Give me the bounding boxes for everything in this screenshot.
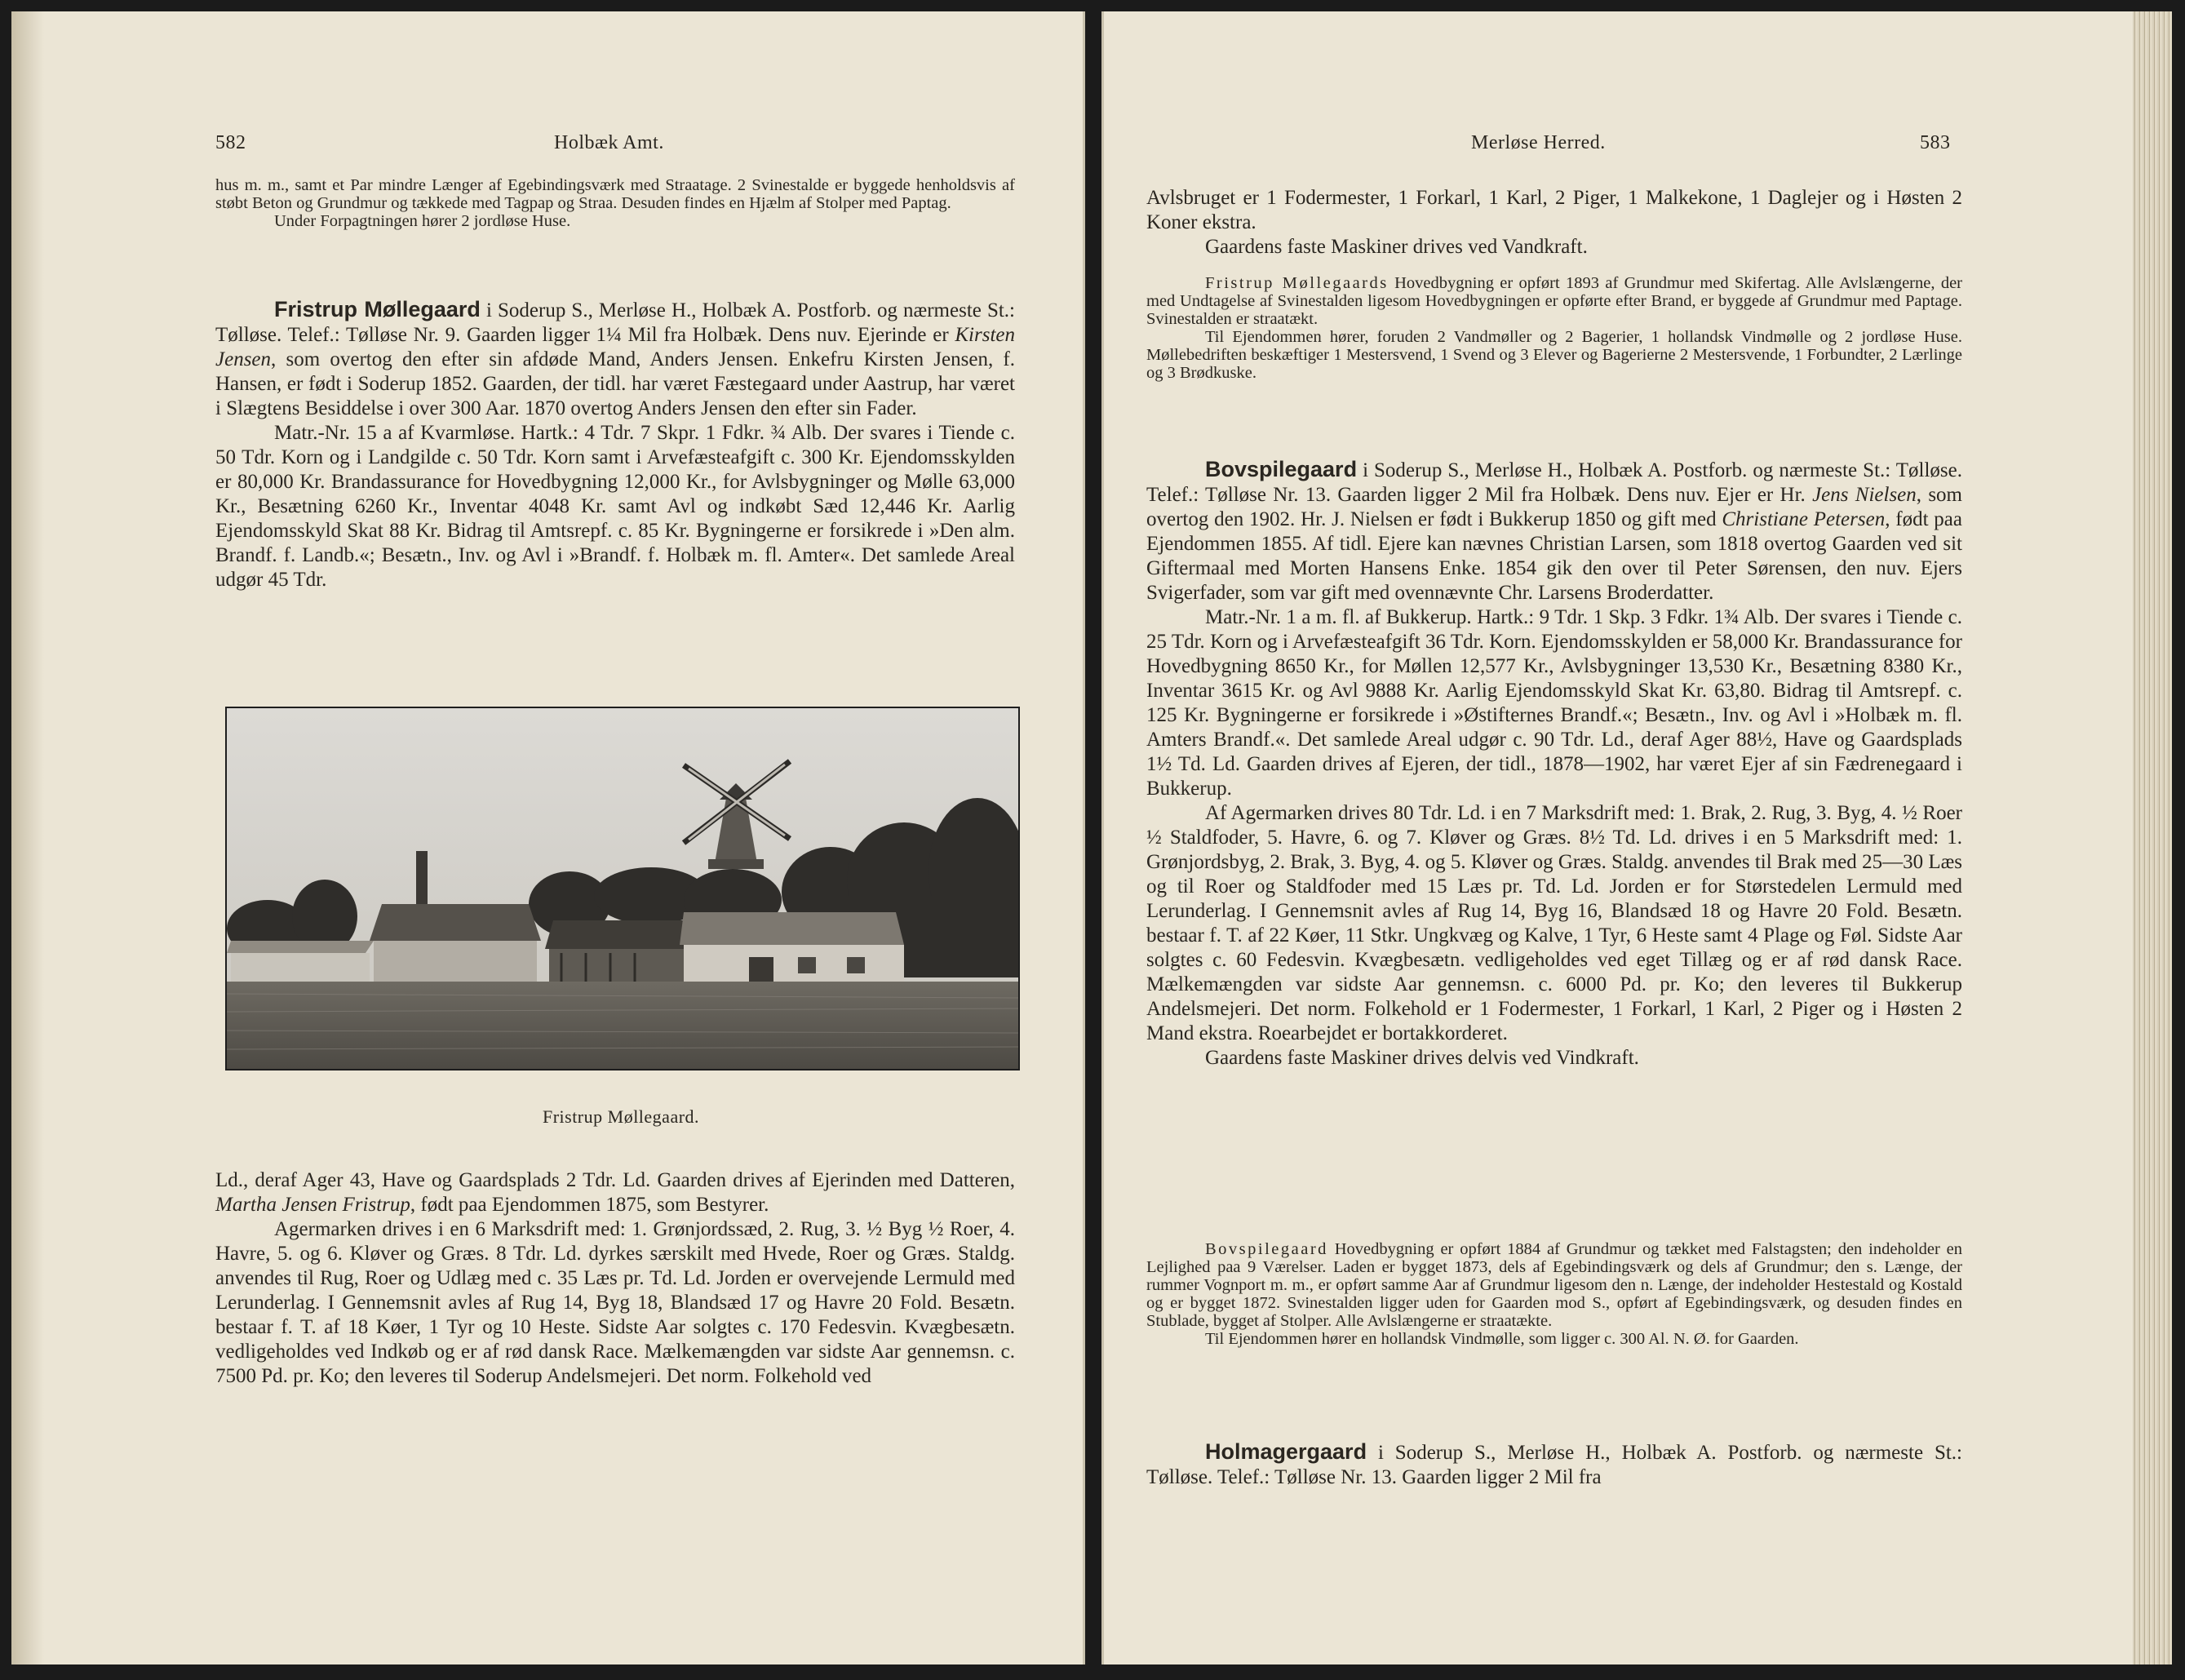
entry-fristrup-p3: Ld., deraf Ager 43, Have og Gaardsplads 2 Tdr. Ld. Gaarden drives af Ejerinden med Datteren, Martha Jensen Fristrup, født paa Ejendommen 1875, som Bestyrer. [215, 1169, 1015, 1216]
wife-name: Christiane Petersen [1722, 508, 1886, 530]
fristrup-notes-small [1146, 274, 1962, 382]
bovspilegaard-notes-small [1146, 1240, 1962, 1348]
page-number-left: 582 [215, 132, 246, 153]
windmill-farm-illustration [227, 708, 1018, 1069]
owner2-name: Jens Nielsen [1812, 484, 1917, 506]
entry-fristrup-p1: Fristrup Møllegaard i Soderup S., Merløse H., Holbæk A. Postforb. og nærmeste St.: Tølløse. Telef.: Tølløse Nr. 9. Gaarden ligger 1¼ Mil fra Holbæk. Dens nuv. Ejerinde er Kirsten Jensen, som overtog den efter sin afdøde Mand, Anders Jensen. Enkefru Kirsten Jensen, f. Hansen, er født i Soderup 1852. Gaarden, der tidl. har været Fæstegaard under Aastrup, har været i Slægtens Besiddelse i over 300 Aar. 1870 overtog Anders Jensen den efter sin Fader. [215, 297, 1015, 419]
cont-p2: Gaardens faste Maskiner drives ved Vandkraft. [1205, 236, 1588, 258]
photo-caption: Fristrup Møllegaard. [542, 1106, 700, 1127]
entry-bovspilegaard-p3: Af Agermarken drives 80 Tdr. Ld. i en 7 Marksdrift med: 1. Brak, 2. Rug, 3. Byg, 4. ½ Roer ½ Staldfoder, 5. Havre, 6. og 7. Kløver og Græs. 8½ Td. Ld. drives i en 5 Marksdrift med: 1. Grønjordsbyg, 2. Brak, 3. Byg, 4. og 5. Kløver og Græs. Staldg. anvendes til Brak med 25—30 Læs og til Roer og Staldfoder med 15 Læs pr. Td. Ld. Jorden er for Størstedelen Lermuld med Lerunderlag. I Gennemsnit avles af Rug 14, Byg 16, Blandsæd 18 og Havre 20 Fold. Besætn. bestaar f. T. af 22 Køer, 11 Stkr. Ungkvæg og Kalve, 1 Tyr, 6 Heste samt 4 Plage og Føl. Sidste Aar solgtes c. 60 Fedesvin. Kvægbesætn. vedligeholdes ved eget Tillæg og er af rød dansk Race. Mælkemængden var sidste Aar gennemsn. c. 6000 Pd. pr. Ko; den leveres til Bukkerup Andelsmejeri. Det norm. Folkehold er 1 Fodermester, 1 Forkarl, 1 Karl, 2 Piger og i Høsten 2 Mand ekstra. Roearbejdet er bortakkorderet. [1146, 802, 1962, 1044]
entry-fristrup-p4: Agermarken drives i en 6 Marksdrift med: 1. Grønjordssæd, 2. Rug, 3. ½ Byg ½ Roer, 4. Havre, 5. og 6. Kløver og Græs. 8 Tdr. Ld. dyrkes særskilt med Hvede, Roer og Græs. Staldg. anvendes til Rug, Roer og Udlæg med c. 35 Læs pr. Td. Ld. Jorden er overvejende Lermuld med Lerunderlag. I Gennemsnit avles af Rug 14, Byg 18, Blandsæd 17 og Havre 20 Fold. Besætn. bestaar f. T. af 18 Køer, 1 Tyr og 10 Heste. Sidste Aar solgtes c. 170 Fedesvin. Kvægbesætn. vedligeholdes ved Indkøb og er af rød dansk Race. Mælkemængden var sidste Aar gennemsn. c. 7500 Pd. pr. Ko; den leveres til Soderup Andelsmejeri. Det norm. Folkehold ved [215, 1218, 1015, 1387]
entry2-title: Bovspilegaard [1205, 457, 1358, 481]
running-head-left: Holbæk Amt. [554, 132, 664, 153]
small-note-4: Til Ejendommen hører en hollandsk Vindmølle, som ligger c. 300 Al. N. Ø. for Gaarden. [1205, 1330, 1799, 1348]
intro-small-p1: hus m. m., samt et Par mindre Længer af Egebindingsværk med Straatage. 2 Svinestalde er byggede henholdsvis af støbt Beton og Grundmur og tækkede med Tagpap og Straa. Desuden findes en Hjælm af Stolper med Paptag. [215, 176, 1015, 212]
entry3-title: Holmagergaard [1205, 1439, 1367, 1464]
small-note-1: Fristrup Møllegaards Hovedbygning er opført 1893 af Grundmur med Skifertag. Alle Avlslængerne, der med Undtagelse af Svinestalden ligesom Hovedbygningen er opførte efter Brand, er byggede af Grundmur med Paptage. Svinestalden er straatækt. [1146, 274, 1962, 328]
cont-p1: Avlsbruget er 1 Fodermester, 1 Forkarl, 1 Karl, 2 Piger, 1 Malkekone, 1 Daglejer og i Høsten 2 Koner ekstra. [1146, 187, 1962, 233]
page-number-right: 583 [1920, 132, 1951, 153]
fristrup-cont-right [1146, 186, 1962, 259]
farm-photo [225, 707, 1020, 1071]
owner-name: Kirsten Jensen [215, 324, 1015, 370]
entry-bovspilegaard-p2: Matr.-Nr. 1 a m. fl. af Bukkerup. Hartk.: 9 Tdr. 1 Skp. 3 Fdkr. 1¾ Alb. Der svares i Tiende c. 25 Tdr. Korn og i Arvefæsteafgift 36 Tdr. Korn. Ejendomsskylden er 58,000 Kr. Brandassurance for Hovedbygning 8650 Kr., for Møllen 12,577 Kr., Avlsbygninger 13,530 Kr., Besætning 8380 Kr., Inventar 3615 Kr. og Avl 9888 Kr. Aarlig Ejendomsskyld Skat Kr. 63,80. Bidrag til Amtsrepf. c. 125 Kr. Bygningerne er forsikrede i »Østifternes Brandf.«; Besætn., Inv. og Avl i »Holbæk m. fl. Amters Brandf.«. Det samlede Areal udgør c. 90 Tdr. Ld., deraf Ager 88½, Have og Gaardsplads 1½ Td. Ld. Gaarden drives af Ejeren, der tidl., 1878—1902, har været Ejer af sin Fædrenegaard i Bukkerup. [1146, 606, 1962, 800]
entry-fristrup-p2: Matr.-Nr. 15 a af Kvarmløse. Hartk.: 4 Tdr. 7 Skpr. 1 Fdkr. ¾ Alb. Der svares i Tiende c. 50 Tdr. Korn og i Landgilde c. 50 Tdr. Korn samt i Arvefæsteafgift c. 300 Kr. Ejendomsskylden er 80,000 Kr. Brandassurance for Hovedbygning 12,000 Kr., for Avlsbygninger og Mølle 63,000 Kr., Besætning 6260 Kr., Inventar 4048 Kr. samt Avl og indkøbt Sæd 12,446 Kr. Aarlig Ejendomsskyld Skat 88 Kr. Bidrag til Amtsrepf. c. 85 Kr. Bygningerne er forsikrede i »Den alm. Brandf. f. Landb.«; Besætn., Inv. og Avl i »Brandf. f. Holbæk m. fl. Amter«. Det samlede Areal udgør 45 Tdr. [215, 422, 1015, 591]
entry-bovspilegaard-p1: Bovspilegaard i Soderup S., Merløse H., Holbæk A. Postforb. og nærmeste St.: Tølløse. Telef.: Tølløse Nr. 13. Gaarden ligger 2 Mil fra Holbæk. Dens nuv. Ejer er Hr. Jens Nielsen, som overtog den 1902. Hr. J. Nielsen er født i Bukkerup 1850 og gift med Christiane Petersen, født paa Ejendommen 1855. Af tidl. Ejere kan nævnes Christian Larsen, som 1818 overtog Gaarden ved sit Giftermaal med Morten Hansens Enke. 1854 gik den over til Peter Sørensen, den nuv. Ejers Svigerfader, som var gift med ovennævnte Chr. Larsens Broderdatter. [1146, 457, 1962, 604]
entry-holmagergaard-p1: Holmagergaard i Soderup S., Merløse H., Holbæk A. Postforb. og nærmeste St.: Tølløse. Telef.: Tølløse Nr. 13. Gaarden ligger 2 Mil fra [1146, 1439, 1962, 1488]
entry-bovspilegaard [1146, 457, 1962, 1071]
small-note-2: Til Ejendommen hører, foruden 2 Vandmøller og 2 Bagerier, 1 hollandsk Vindmølle og 2 jordløse Huse. Møllebedriften beskæftiger 1 Mestersvend, 1 Svend og 3 Elever og Bagerierne 2 Mestersvende, 1 Forbundter, 2 Lærlinge og 3 Brødkuske. [1146, 328, 1962, 382]
entry-holmagergaard [1146, 1439, 1962, 1490]
small-note-3: Bovspilegaard Hovedbygning er opført 1884 af Grundmur og tækket med Falstagsten; den indeholder en Lejlighed paa 9 Værelser. Laden er bygget 1873, dels af Egebindingsværk og dels af Grundmur; den s. Længe, der rummer Vognport m. m., er opført samme Aar af Grundmur ligesom den n. Længe, der indeholder Hestestald og Kostald og er bygget 1872. Svinestalden ligger uden for Gaarden mod S., opført af Egebindingsværk, og desuden findes en Stublade, bygget af Stolper. Alle Avlslængerne er straatækte. [1146, 1240, 1962, 1330]
entry-fristrup-cont [215, 1168, 1015, 1389]
left-page [11, 11, 1085, 1664]
entry-fristrup [215, 297, 1015, 592]
intro-small-text [215, 176, 1015, 230]
right-page [1101, 11, 2172, 1664]
intro-small-p2: Under Forpagtningen hører 2 jordløse Huse. [274, 212, 571, 230]
entry-bovspilegaard-p4: Gaardens faste Maskiner drives delvis ved Vindkraft. [1205, 1047, 1639, 1069]
daughter-name: Martha Jensen Fristrup [215, 1194, 410, 1216]
entry-title: Fristrup Møllegaard [274, 297, 481, 321]
running-head-right: Merløse Herred. [1471, 132, 1606, 153]
